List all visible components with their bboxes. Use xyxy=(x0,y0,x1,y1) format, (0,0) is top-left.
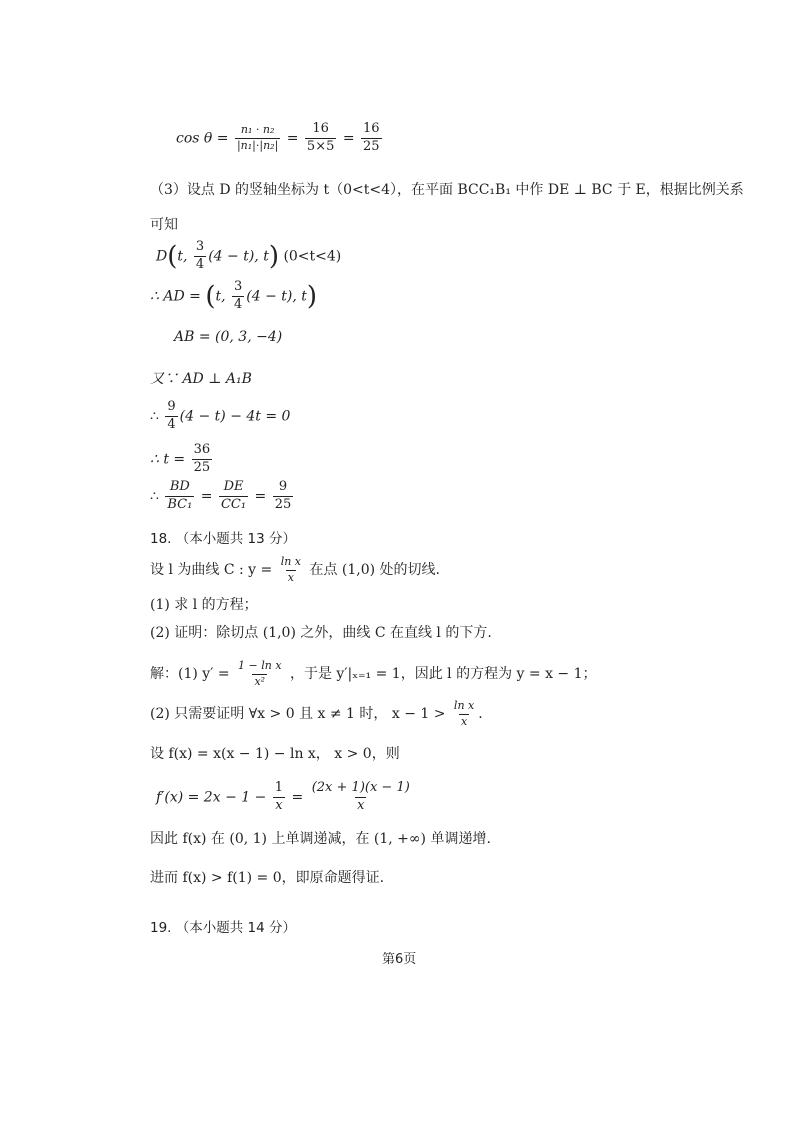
cos-lhs: cos θ = xyxy=(176,130,229,147)
cos-frac-vectors: $\frac{\text{n₁ · n₂}}{\text{|n₁|·|n₂|}}$ xyxy=(236,123,279,152)
ab-vector: AB = (0, 3, −4) xyxy=(174,329,283,345)
q18-monotonicity: 因此 f(x) 在 (0, 1) 上单调递减，在 (1, +∞) 单调递增. xyxy=(150,831,491,847)
page-number: 第6页 xyxy=(382,952,417,967)
ratio-result: ∴ $\frac{BD}{\text{BC₁}}$ = $\frac{DE}{\text{CC₁}}$ = $\frac{9}{25}$ xyxy=(150,479,292,512)
ad-vector: ∴ AD = (t, $\frac{3}{4}$ (4 − t), t) xyxy=(150,279,318,312)
cos-formula: cos θ = $\frac{\text{n₁ · n₂}}{\text{|n₁|·|n₂|}}$ = $\frac{16}{5\times 5}$ = $\frac{16}{25}$ xyxy=(176,121,380,154)
t-value: ∴ t = $\frac{36}{25}$ xyxy=(150,442,211,475)
cos-frac-16-25: $\frac{16}{25}$ xyxy=(363,121,380,154)
cos-frac-16-5x5: $\frac{16}{5\times 5}$ xyxy=(306,121,335,154)
perpendicular-statement: 又∵ AD ⊥ A₁B xyxy=(150,371,252,387)
q18-heading: 18. （本小题共 13 分） xyxy=(150,531,297,547)
q18-statement: 设 l 为曲线 C : y = $\frac{\text{ln x}}{x}$ 在点 (1,0) 处的切线. xyxy=(150,555,441,584)
q18-derivative: f′(x) = 2x − 1 − $\frac{1}{x}$ = $\frac{(2x + 1)(x - 1)}{x}$ xyxy=(156,780,410,813)
q18-solution1: 解：(1) y′ = $\frac{\text{1 − ln x}}{\text{x²}}$ ，于是 y′|ₓ₌₁ = 1，因此 l 的方程为 y = x − 1； xyxy=(150,659,597,688)
equation-9-4: ∴ $\frac{9}{4}$ (4 − t) − 4t = 0 xyxy=(150,399,291,432)
q18-define-f: 设 f(x) = x(x − 1) − ln x， x > 0，则 xyxy=(150,746,400,762)
part3-intro: （3）设点 D 的竖轴坐标为 t（0<t<4），在平面 BCC₁B₁ 中作 DE ⊥ BC 于 E，根据比例关系 xyxy=(150,182,744,198)
q18-item2: (2) 证明：除切点 (1,0) 之外，曲线 C 在直线 l 的下方. xyxy=(150,625,492,641)
d-coordinate: D(t, $\frac{3}{4}$ (4 − t), t) (0<t<4) xyxy=(156,239,342,272)
q18-item1: (1) 求 l 的方程； xyxy=(150,597,258,613)
part3-intro-cont: 可知 xyxy=(150,217,178,233)
q18-conclusion: 进而 f(x) > f(1) = 0，即原命题得证. xyxy=(150,870,385,886)
q19-heading: 19. （本小题共 14 分） xyxy=(150,920,297,936)
q18-solution2: (2) 只需要证明 ∀x > 0 且 x ≠ 1 时， x − 1 > $\frac{\text{ln x}}{x}$ . xyxy=(150,699,483,728)
